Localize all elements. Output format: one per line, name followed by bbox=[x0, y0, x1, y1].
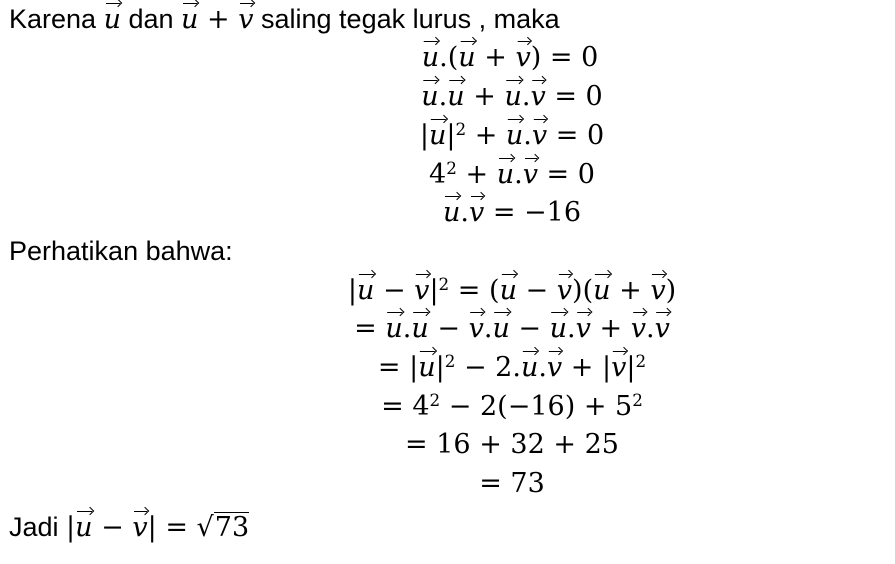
vector-v: v bbox=[650, 275, 666, 306]
vector-u: u bbox=[411, 313, 429, 344]
equation-2 bbox=[421, 83, 602, 110]
equation-10 bbox=[405, 431, 619, 458]
vector-u: u bbox=[181, 4, 199, 35]
equation-3 bbox=[419, 118, 605, 151]
equation-6 bbox=[347, 273, 677, 306]
exponent: 2 bbox=[438, 273, 450, 294]
number: 16 bbox=[436, 429, 471, 460]
abs-bar: | bbox=[446, 120, 456, 151]
number: 25 bbox=[584, 429, 619, 460]
vector-v: v bbox=[414, 275, 430, 306]
vector-v: v bbox=[630, 313, 646, 344]
vector-u: u bbox=[496, 159, 515, 190]
vector-v: v bbox=[531, 120, 548, 151]
equals: = bbox=[354, 313, 377, 344]
equation-4 bbox=[429, 157, 595, 190]
exponent: 2 bbox=[632, 389, 643, 410]
vector-v: v bbox=[654, 313, 670, 344]
equals: = bbox=[479, 468, 502, 499]
equals: = bbox=[554, 81, 577, 112]
vector-u: u bbox=[499, 275, 517, 306]
vector-u: u bbox=[442, 197, 461, 228]
exponent: 2 bbox=[455, 118, 467, 139]
number: 0 bbox=[581, 42, 599, 73]
vector-v: v bbox=[132, 512, 148, 543]
vector-u: u bbox=[458, 42, 476, 73]
equals: = bbox=[546, 159, 570, 190]
vector-u: u bbox=[103, 4, 121, 35]
dot: . bbox=[567, 313, 576, 344]
abs-bar: | bbox=[626, 352, 636, 383]
paren: ) bbox=[572, 275, 583, 306]
dot: . bbox=[523, 120, 532, 151]
number: −16 bbox=[507, 391, 565, 422]
abs-bar: | bbox=[147, 512, 157, 543]
vector-u: u bbox=[593, 275, 611, 306]
conclusion-math bbox=[66, 512, 249, 543]
number: 0 bbox=[586, 120, 605, 151]
exponent: 2 bbox=[444, 350, 456, 371]
conclusion-line bbox=[9, 512, 249, 541]
equals: = bbox=[492, 197, 516, 228]
dot: . bbox=[483, 313, 493, 344]
dot: . bbox=[460, 197, 469, 228]
abs-bar: | bbox=[409, 352, 419, 383]
vector-u: u bbox=[421, 81, 439, 112]
equals: = bbox=[405, 429, 428, 460]
number: 2 bbox=[479, 391, 498, 422]
paren: ( bbox=[582, 275, 594, 306]
plus: + bbox=[619, 275, 642, 306]
exponent: 2 bbox=[429, 389, 441, 410]
equals: = bbox=[457, 275, 481, 306]
minus: − bbox=[437, 313, 460, 344]
plus: + bbox=[484, 42, 507, 73]
perhatikan-text: Perhatikan bahwa: bbox=[9, 236, 233, 266]
minus: − bbox=[448, 391, 472, 422]
equals: = bbox=[381, 391, 404, 422]
vector-u: u bbox=[505, 120, 524, 151]
vector-v: v bbox=[575, 313, 591, 344]
number: 0 bbox=[585, 81, 603, 112]
dot: . bbox=[645, 313, 655, 344]
dot: . bbox=[512, 352, 521, 383]
paren: ) bbox=[564, 391, 576, 422]
number: 5 bbox=[615, 391, 633, 422]
exponent: 2 bbox=[446, 157, 457, 178]
dot: . bbox=[514, 159, 523, 190]
number: 32 bbox=[510, 429, 545, 460]
sqrt-sign: √ bbox=[196, 512, 214, 543]
vector-u: u bbox=[356, 275, 375, 306]
paren: ( bbox=[497, 391, 508, 422]
equation-9 bbox=[381, 389, 643, 422]
vector-v: v bbox=[546, 352, 563, 383]
vector-v: v bbox=[556, 275, 573, 306]
minus: − bbox=[525, 275, 549, 306]
dot: . bbox=[402, 313, 412, 344]
intro-line bbox=[9, 6, 560, 33]
vector-v: v bbox=[238, 4, 254, 35]
plus: + bbox=[583, 391, 607, 422]
number: 0 bbox=[577, 159, 595, 190]
vector-u: u bbox=[447, 81, 465, 112]
plus: + bbox=[479, 429, 502, 460]
vector-u: u bbox=[385, 313, 403, 344]
vector-v: v bbox=[468, 313, 484, 344]
minus: − bbox=[382, 275, 406, 306]
number: 2 bbox=[495, 352, 513, 383]
vector-v: v bbox=[515, 42, 531, 73]
plus: + bbox=[465, 159, 489, 190]
plus: + bbox=[207, 4, 230, 35]
equals: = bbox=[549, 42, 573, 73]
abs-bar: | bbox=[347, 275, 357, 306]
vector-v: v bbox=[522, 159, 538, 190]
dot: . bbox=[538, 352, 547, 383]
minus: − bbox=[101, 512, 124, 543]
equals: = bbox=[165, 512, 188, 543]
vector-u: u bbox=[418, 352, 436, 383]
vector-v: v bbox=[530, 81, 546, 112]
vector-u: u bbox=[549, 313, 568, 344]
exponent: 2 bbox=[635, 350, 647, 371]
abs-bar: | bbox=[429, 275, 439, 306]
paren: ) bbox=[665, 275, 677, 306]
plus: + bbox=[570, 352, 594, 383]
plus: + bbox=[474, 120, 498, 151]
dot: . bbox=[438, 81, 448, 112]
minus: − bbox=[518, 313, 542, 344]
equals: = bbox=[377, 352, 401, 383]
equals: = bbox=[555, 120, 579, 151]
vector-u: u bbox=[520, 352, 539, 383]
equation-5 bbox=[443, 199, 581, 226]
equation-11 bbox=[479, 470, 545, 497]
conclusion-text: Jadi bbox=[9, 512, 67, 542]
intro-text-dan: dan bbox=[120, 4, 182, 34]
number: 73 bbox=[510, 468, 545, 499]
dot: . bbox=[521, 81, 531, 112]
sqrt-radicand: 73 bbox=[214, 512, 250, 543]
paren: ) bbox=[530, 42, 542, 73]
abs-bar: | bbox=[602, 352, 612, 383]
vector-u: u bbox=[75, 512, 93, 543]
vector-u: u bbox=[421, 42, 440, 73]
equation-8 bbox=[377, 350, 647, 383]
number: −16 bbox=[524, 197, 582, 228]
abs-bar: | bbox=[419, 120, 429, 151]
plus-sign bbox=[198, 4, 238, 35]
plus: + bbox=[553, 429, 577, 460]
abs-bar: | bbox=[435, 352, 445, 383]
vector-v: v bbox=[611, 352, 627, 383]
vector-u: u bbox=[492, 313, 510, 344]
vector-u: u bbox=[428, 120, 447, 151]
perhatikan-line bbox=[9, 238, 233, 265]
equation-1 bbox=[422, 44, 599, 71]
number: 4 bbox=[429, 159, 447, 190]
equation-7 bbox=[354, 315, 670, 342]
paren: ( bbox=[489, 275, 500, 306]
intro-text-tegak: saling tegak lurus , maka bbox=[253, 4, 560, 34]
vector-u: u bbox=[504, 81, 522, 112]
plus: + bbox=[599, 313, 623, 344]
abs-bar: | bbox=[66, 512, 76, 543]
vector-v: v bbox=[468, 197, 485, 228]
intro-text-karena: Karena bbox=[9, 4, 104, 34]
dot: . bbox=[439, 42, 448, 73]
minus: − bbox=[463, 352, 487, 383]
plus: + bbox=[473, 81, 496, 112]
number: 4 bbox=[412, 391, 430, 422]
paren: ( bbox=[447, 42, 459, 73]
